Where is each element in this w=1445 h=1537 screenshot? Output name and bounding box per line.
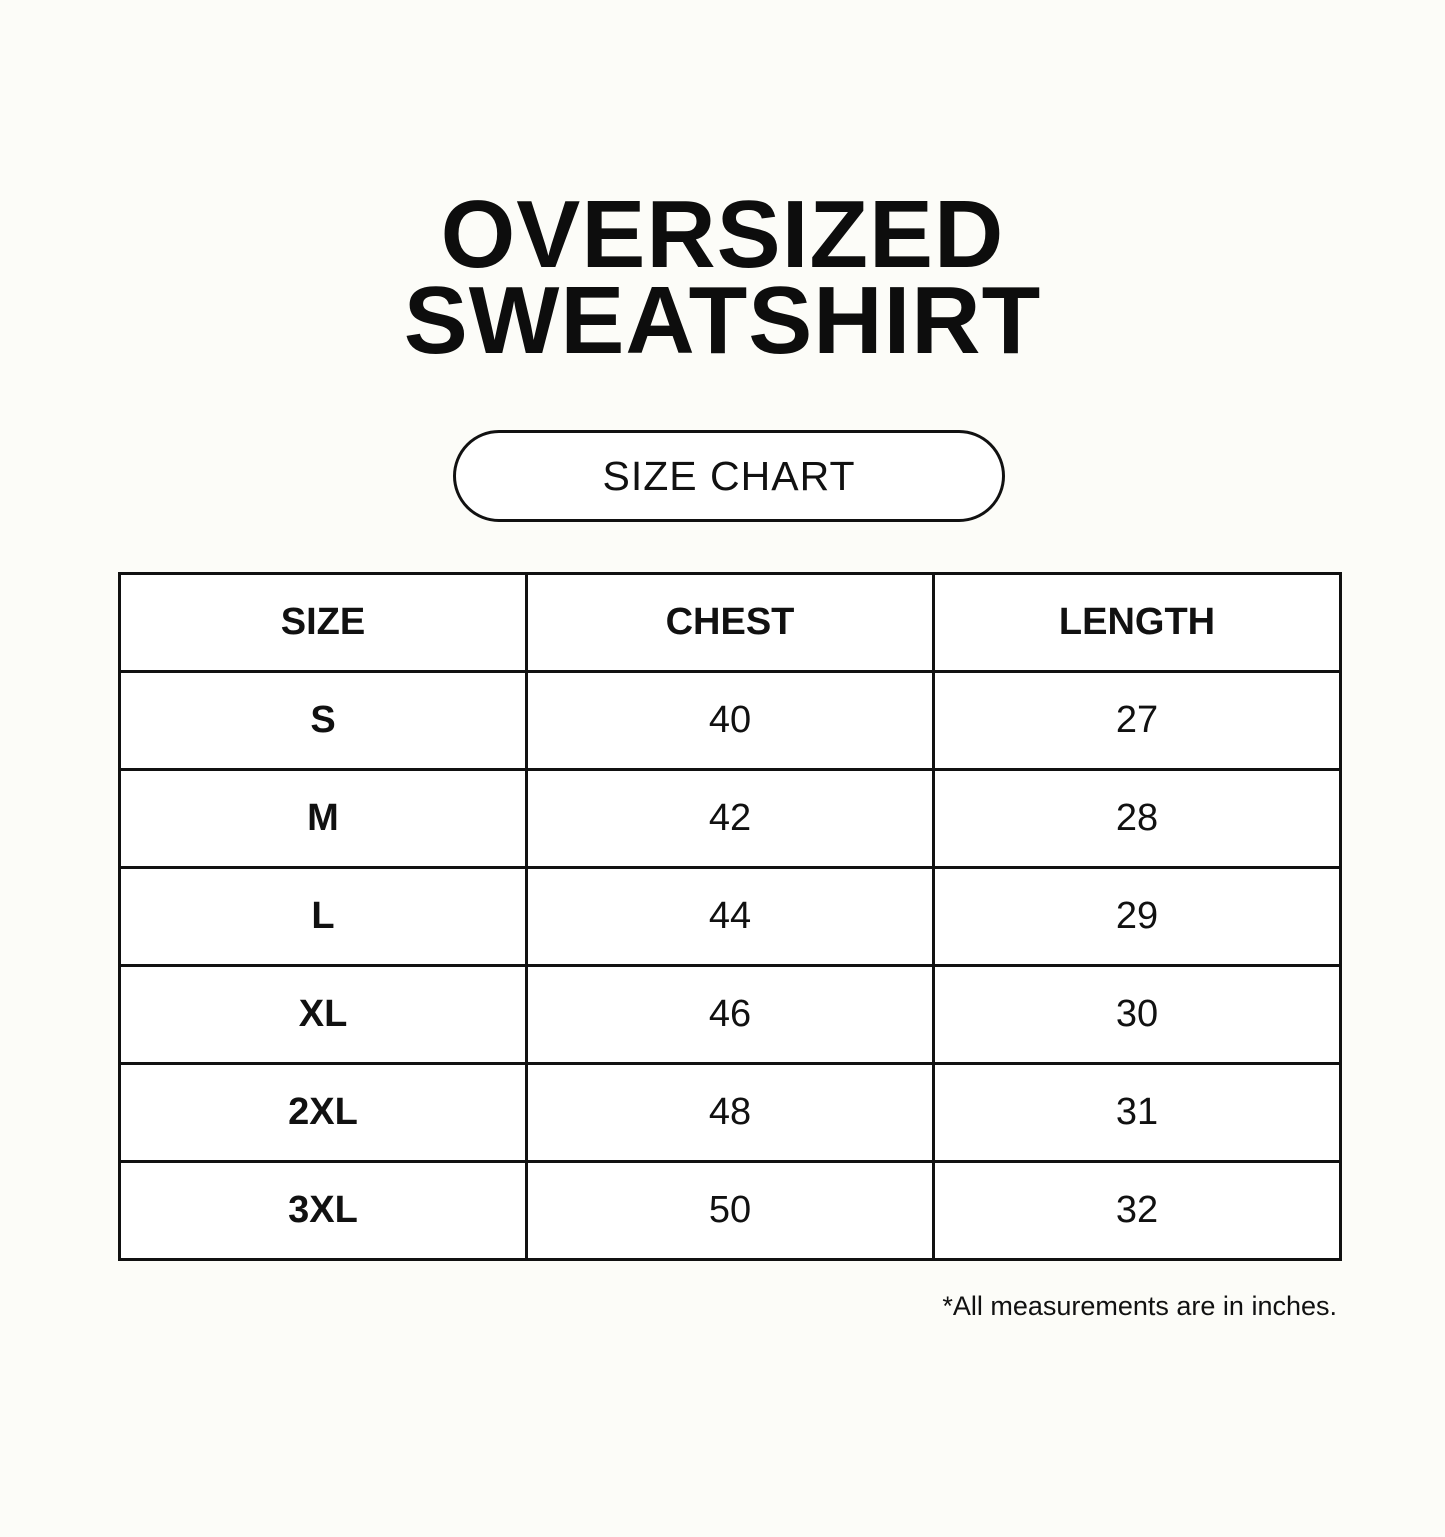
size-cell: L (120, 868, 527, 966)
table-row (120, 770, 1341, 868)
size-cell: 3XL (120, 1162, 527, 1260)
header-size: SIZE (120, 574, 527, 672)
table-row (120, 1162, 1341, 1260)
header-length: LENGTH (934, 574, 1341, 672)
size-chart-badge-label: SIZE CHART (602, 452, 856, 499)
length-cell: 32 (934, 1162, 1341, 1260)
title-line-2: SWEATSHIRT (403, 267, 1042, 374)
chest-cell: 48 (527, 1064, 934, 1162)
length-cell: 29 (934, 868, 1341, 966)
table-row (120, 1064, 1341, 1162)
table-header-row (120, 574, 1341, 672)
size-cell: 2XL (120, 1064, 527, 1162)
length-cell: 30 (934, 966, 1341, 1064)
title-line-1: OVERSIZED (440, 181, 1005, 288)
table-row (120, 966, 1341, 1064)
size-cell: S (120, 672, 527, 770)
length-cell: 27 (934, 672, 1341, 770)
table-row (120, 868, 1341, 966)
header-chest: CHEST (527, 574, 934, 672)
length-cell: 31 (934, 1064, 1341, 1162)
size-cell: M (120, 770, 527, 868)
size-chart-table (118, 572, 1342, 1261)
size-cell: XL (120, 966, 527, 1064)
chest-cell: 50 (527, 1162, 934, 1260)
chest-cell: 40 (527, 672, 934, 770)
table-row (120, 672, 1341, 770)
length-cell: 28 (934, 770, 1341, 868)
size-chart-badge (453, 430, 1005, 522)
measurement-footnote: *All measurements are in inches. (942, 1291, 1337, 1321)
chest-cell: 44 (527, 868, 934, 966)
chest-cell: 42 (527, 770, 934, 868)
chest-cell: 46 (527, 966, 934, 1064)
page-title (0, 181, 1445, 374)
